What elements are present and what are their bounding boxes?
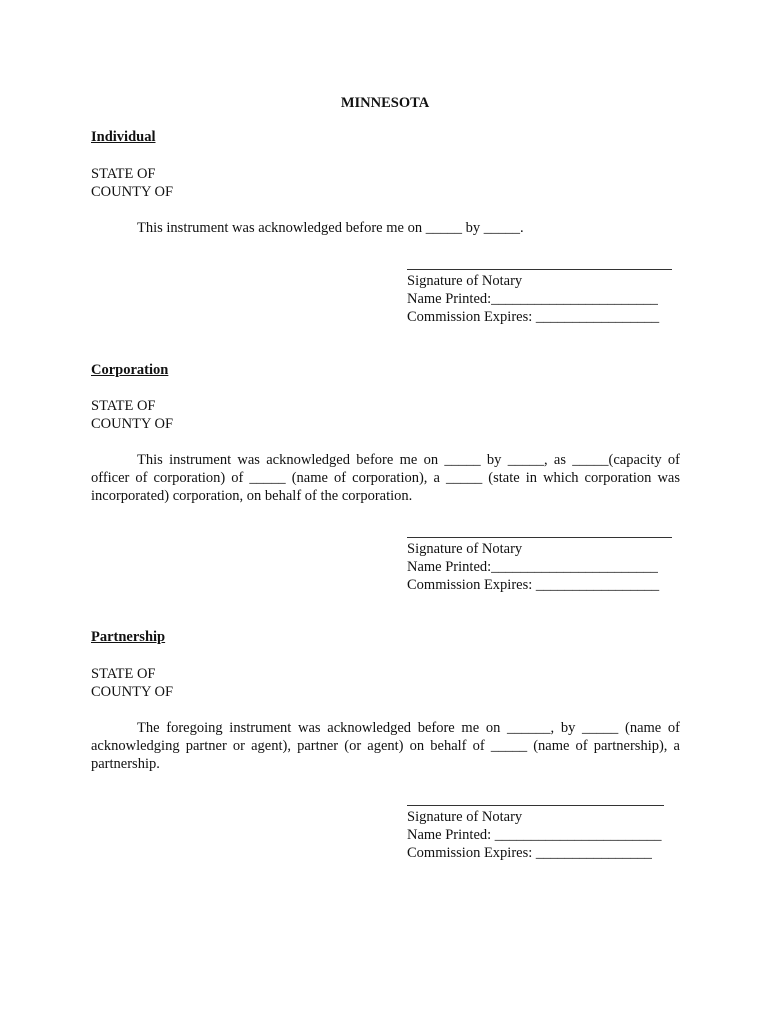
commission-expires-field: Commission Expires: _________________ [407,309,660,325]
county-of-line: COUNTY OF [91,184,174,200]
signature-label: Signature of Notary [407,273,523,289]
signature-label: Signature of Notary [407,809,523,825]
state-of-line: STATE OF [91,398,156,414]
commission-expires-field: Commission Expires: _________________ [407,577,660,593]
signature-line [407,805,664,806]
acknowledgment-text: The foregoing instrument was acknowledged before me on ______, by _____ (name of acknowledging partner or agent), partner (or agent) on behalf of _____ (name of partnership), a partnership. [91,720,680,772]
name-printed-field: Name Printed:_______________________ [407,291,658,307]
signature-line [407,269,672,270]
signature-line [407,537,672,538]
acknowledgment-text: This instrument was acknowledged before me on _____ by _____, as _____(capacity of officer of corporation) of _____ (name of corporation), a _____ (state in which corporation was incorporated) corporation, on behalf of the corporation. [91,452,680,504]
acknowledgment-text: This instrument was acknowledged before me on _____ by _____. [137,220,524,236]
section-heading-partnership: Partnership [91,629,166,645]
name-printed-field: Name Printed: _______________________ [407,827,662,843]
state-of-line: STATE OF [91,666,156,682]
state-of-line: STATE OF [91,166,156,182]
name-printed-field: Name Printed:_______________________ [407,559,658,575]
section-heading-corporation: Corporation [91,362,169,378]
commission-expires-field: Commission Expires: ________________ [407,845,652,861]
section-heading-individual: Individual [91,129,156,145]
county-of-line: COUNTY OF [91,416,174,432]
county-of-line: COUNTY OF [91,684,174,700]
document-title: MINNESOTA [340,95,430,111]
signature-label: Signature of Notary [407,541,523,557]
